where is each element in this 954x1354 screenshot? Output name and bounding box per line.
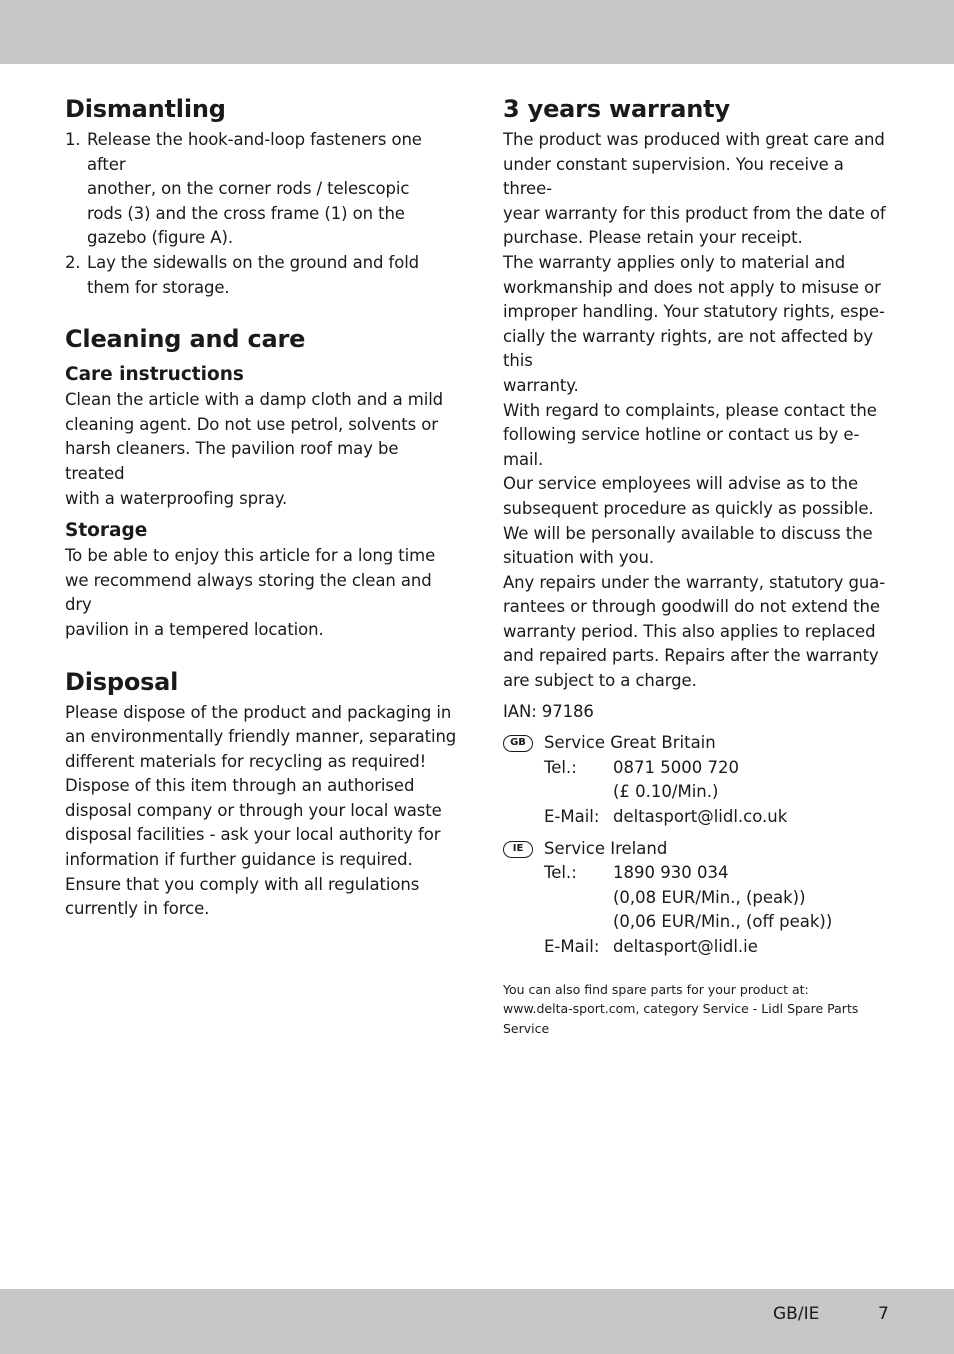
email-link[interactable]: deltasport@lidl.co.uk: [613, 807, 788, 827]
list-item: [65, 128, 457, 251]
page-number: 7: [878, 1304, 889, 1324]
service-gb-email-row: [544, 805, 895, 830]
dismantling-heading: Dismantling: [65, 95, 226, 123]
service-gb-tel-row: [544, 756, 895, 781]
service-ie-tel-note-row: [544, 886, 895, 911]
spare-parts-note: You can also find spare parts for your product at: www.delta-sport.com, category Service - Lidl Spare Parts Service: [503, 981, 859, 1036]
service-ie-tel-note-row: [544, 910, 895, 935]
email-link[interactable]: deltasport@lidl.ie: [613, 937, 758, 956]
storage-heading: Storage: [65, 520, 148, 542]
service-gb: [503, 731, 895, 829]
care-instructions-heading: Care instructions: [65, 364, 244, 386]
tel-note: (£ 0.10/Min.): [613, 782, 719, 802]
service-ie-title: Service Ireland: [544, 838, 668, 858]
service-gb-title: Service Great Britain: [544, 733, 716, 753]
ie-flag-icon: IE: [503, 841, 533, 858]
right-column: [503, 92, 895, 1038]
gb-flag-icon: GB: [503, 735, 533, 752]
step-text: Release the hook-and-loop fasteners one after another, on the corner rods / telescopic rods (3) and the cross frame (1) on the gazebo (figure A).: [87, 130, 422, 248]
header-band: [0, 0, 954, 64]
service-ie-tel-row: [544, 861, 895, 886]
step-number: 2.: [65, 252, 81, 272]
step-number: 1.: [65, 130, 81, 149]
tel-note: (0,06 EUR/Min., (off peak)): [613, 912, 833, 932]
tel-number: 1890 930 034: [613, 863, 729, 883]
care-instructions-text: Clean the article with a damp cloth and a mild cleaning agent. Do not use petrol, solvents or harsh cleaners. The pavilion roof may be treated with a waterproofing spray.: [65, 390, 444, 508]
tel-label: Tel.:: [544, 757, 577, 777]
service-ie-email-row: [544, 935, 895, 960]
left-column: [65, 92, 457, 922]
ian-number: IAN: 97186: [503, 701, 594, 721]
cleaning-heading: Cleaning and care: [65, 325, 306, 354]
disposal-heading: Disposal: [65, 667, 179, 696]
tel-note: (0,08 EUR/Min., (peak)): [613, 887, 806, 907]
step-text: Lay the sidewalls on the ground and fold them for storage.: [87, 252, 420, 297]
dismantling-steps: [65, 128, 457, 300]
email-label: E-Mail:: [544, 807, 600, 827]
disposal-text: Please dispose of the product and packaging in an environmentally friendly manner, separating different materials for recycling as required! Dispose of this item through an authorised disposal company or through your local waste disposal facilities - ask your local authority for information if further guidance is required. Ensure that you comply with all regulations currently in force.: [65, 702, 457, 919]
footer-language-label: GB/IE: [773, 1304, 820, 1324]
tel-number: 0871 5000 720: [613, 757, 739, 777]
tel-label: Tel.:: [544, 863, 577, 883]
service-gb-tel-note-row: [544, 780, 895, 805]
service-ie: [503, 837, 895, 960]
storage-text: To be able to enjoy this article for a long time we recommend always storing the clean and dry pavilion in a tempered location.: [65, 546, 436, 639]
email-label: E-Mail:: [544, 937, 600, 956]
warranty-text: The product was produced with great care and under constant supervision. You receive a three- year warranty for this product from the date of purchase. Please retain your receipt. The warranty applies only to material and workmanship and does not apply to misuse or improper handling. Your statutory rights, espe- cially the warranty rights, are not affected by this warranty. With regard to complaints, please contact the following service hotline or contact us by e-mail. Our service employees will advise as to the subsequent procedure as quickly as possible. We will be personally available to discuss the situation with you. Any repairs under the warranty, statutory gua- rantees or through goodwill do not extend the warranty period. This also applies to replaced and repaired parts. Repairs after the warranty are subject to a charge.: [503, 130, 886, 691]
warranty-heading: 3 years warranty: [503, 95, 730, 123]
list-item: [65, 251, 457, 300]
